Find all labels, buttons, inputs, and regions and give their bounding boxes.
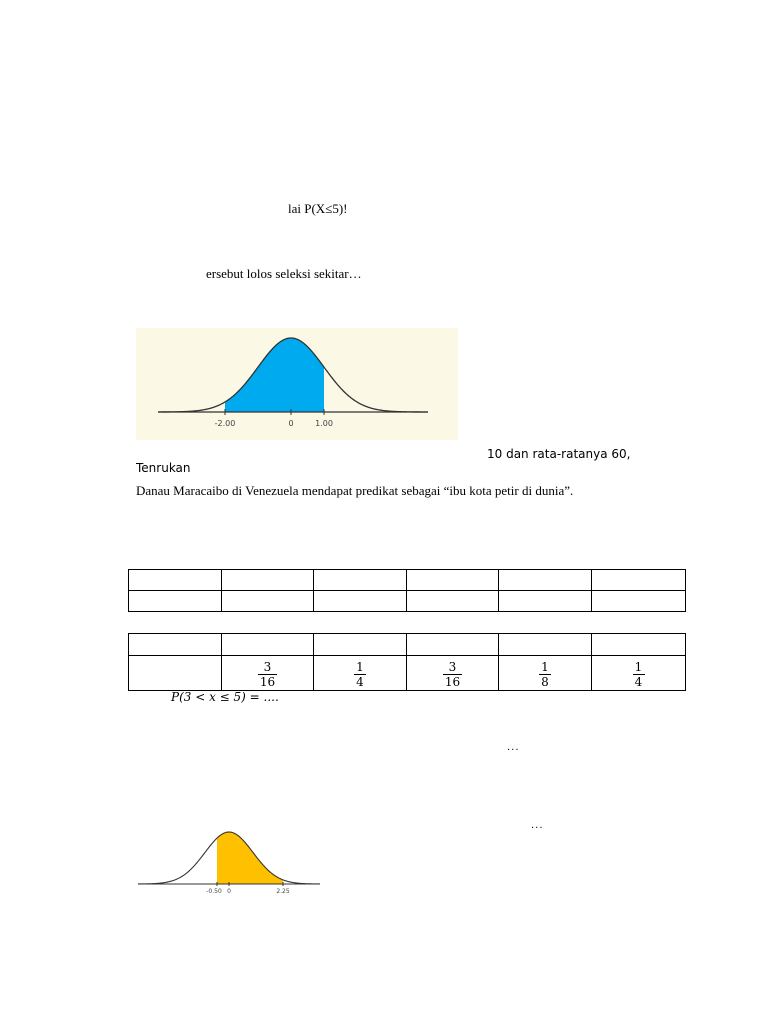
table-row [129, 570, 686, 591]
table-row [129, 634, 686, 656]
table-cell [314, 591, 407, 612]
fraction [633, 660, 645, 689]
table-cell [222, 591, 314, 612]
table-cell [592, 591, 686, 612]
normal-curve-yellow-svg [136, 824, 322, 898]
fraction [539, 660, 551, 689]
tick-label-left: -2.00 [214, 419, 236, 428]
table-cell [314, 634, 407, 656]
table-cell [222, 570, 314, 591]
fraction [354, 660, 366, 689]
table-cell [129, 591, 222, 612]
table-cell [592, 634, 686, 656]
fraction-numerator: 3 [448, 659, 457, 674]
table-cell [314, 656, 407, 691]
distribution-table [128, 633, 686, 691]
table-cell [592, 570, 686, 591]
question-text-probability: lai P(X≤5)! [288, 201, 348, 216]
normal-curve-blue-svg [136, 328, 458, 440]
fraction-denominator: 16 [259, 674, 276, 689]
tick-label-center: 0 [288, 419, 294, 428]
fraction-denominator: 16 [444, 674, 461, 689]
tick-label-center: 0 [227, 888, 231, 895]
table-cell [499, 634, 592, 656]
question-text-determine: Tenrukan [136, 461, 191, 475]
table-row [129, 591, 686, 612]
fraction-denominator: 8 [541, 674, 549, 689]
table-cell [499, 570, 592, 591]
table-cell [499, 656, 592, 691]
shaded-area [217, 832, 283, 884]
fraction-numerator: 1 [634, 659, 643, 674]
tick-label-left: -0.50 [206, 888, 222, 895]
table-cell [592, 656, 686, 691]
question-text-maracaibo: Danau Maracaibo di Venezuela mendapat predikat sebagai “ibu kota petir di dunia”. [136, 483, 574, 498]
table-cell [499, 591, 592, 612]
fraction-denominator: 4 [356, 674, 364, 689]
normal-curve-figure-yellow [136, 824, 322, 898]
question-text-selection: ersebut lolos seleksi sekitar… [206, 266, 362, 281]
fraction-denominator: 4 [634, 674, 643, 689]
table-cell [129, 656, 222, 691]
fraction-numerator: 1 [541, 659, 549, 674]
ellipsis-2: ... [531, 820, 544, 831]
table-cell [314, 570, 407, 591]
ellipsis-1: ... [507, 742, 520, 753]
probability-expression: P(3 < x ≤ 5) = .... [171, 690, 279, 704]
table-cell [407, 570, 499, 591]
fraction-numerator: 3 [263, 659, 272, 674]
table-cell [129, 634, 222, 656]
table-cell [407, 591, 499, 612]
question-text-stats: 10 dan rata-ratanya 60, [487, 447, 631, 461]
fraction [443, 660, 462, 689]
normal-curve-figure-blue [136, 328, 458, 440]
table-row [129, 656, 686, 691]
tick-label-right: 2.25 [276, 888, 290, 895]
table-cell [407, 634, 499, 656]
table-cell [222, 656, 314, 691]
table-cell [407, 656, 499, 691]
fraction [258, 660, 277, 689]
tick-label-right: 1.00 [315, 419, 333, 428]
empty-table [128, 569, 686, 612]
table-cell [129, 570, 222, 591]
fraction-numerator: 1 [356, 659, 364, 674]
table-cell [222, 634, 314, 656]
